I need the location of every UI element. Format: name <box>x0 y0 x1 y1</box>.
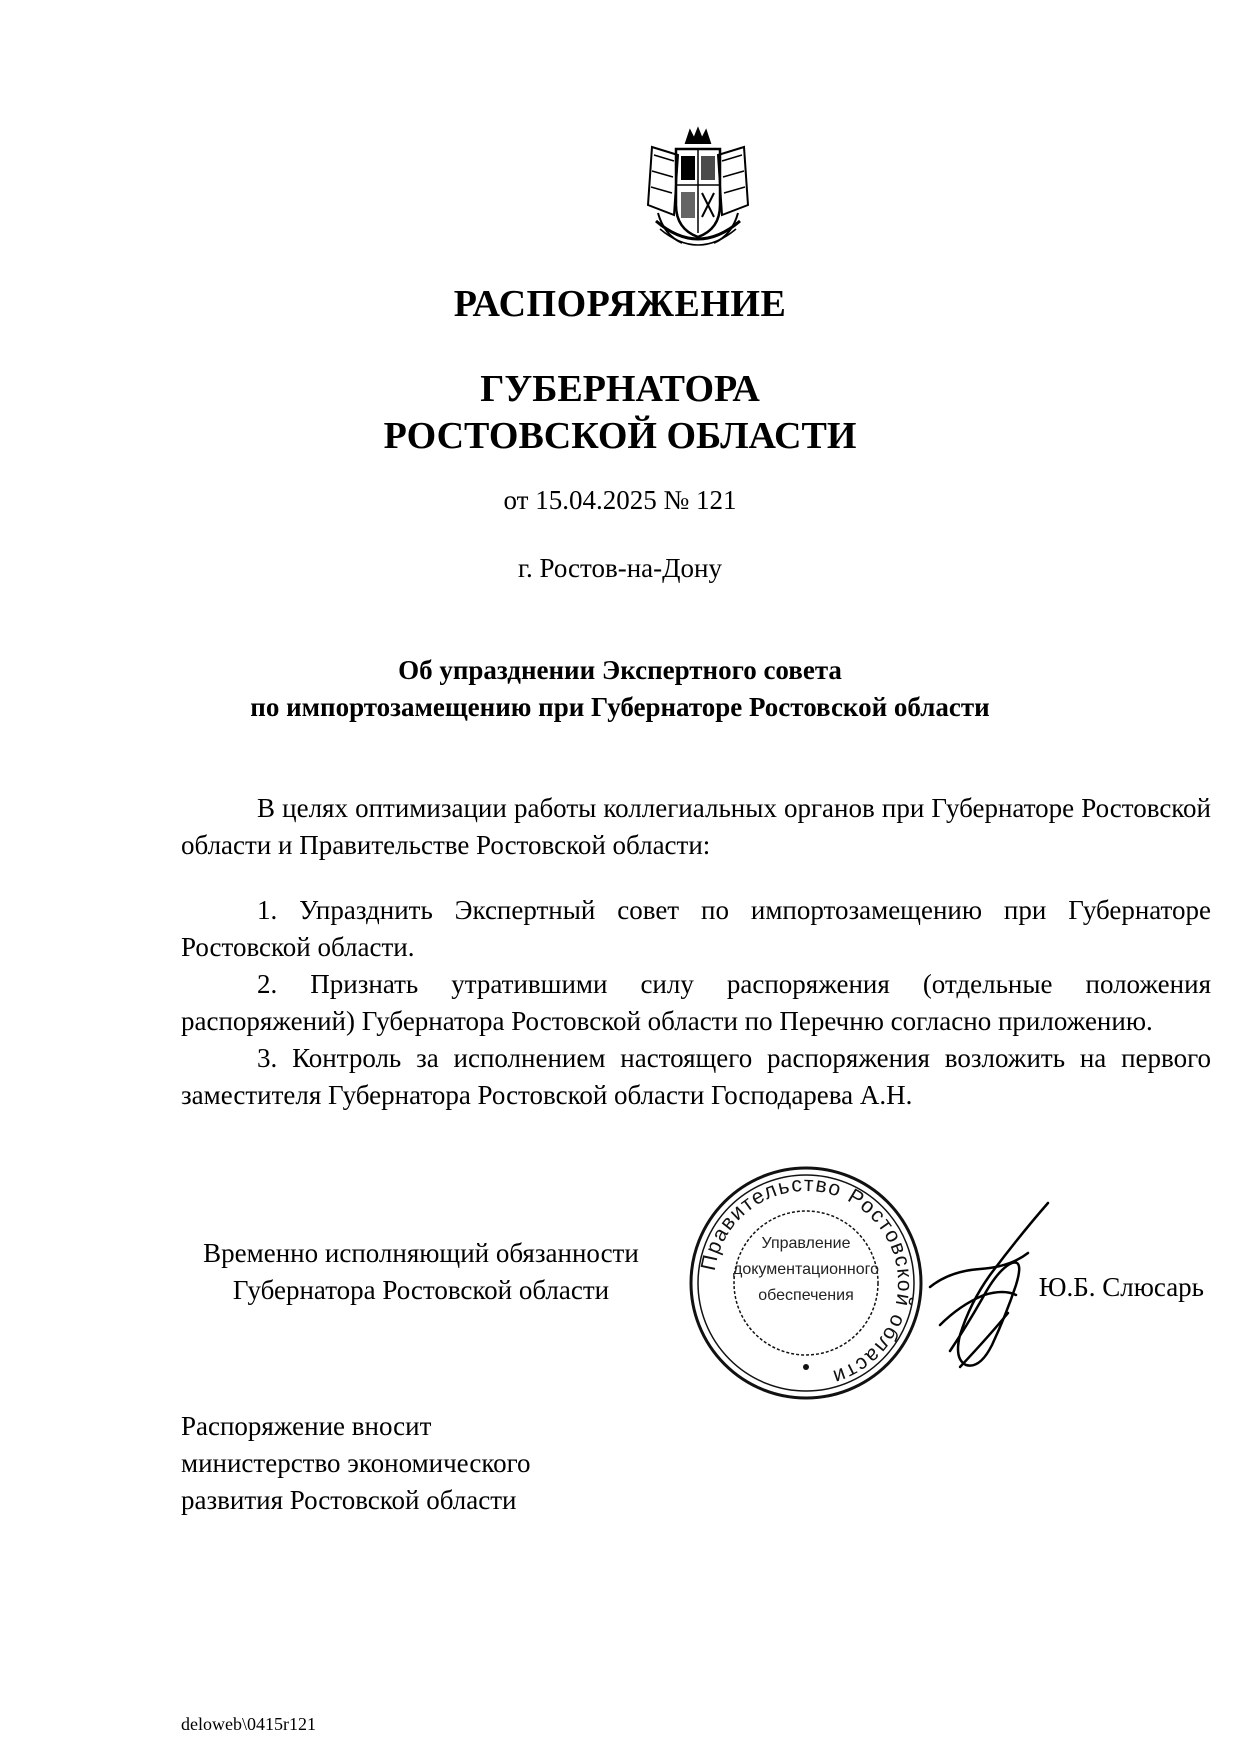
order-item-2: 2. Признать утратившими силу распоряжения (отдельные положения распоряжений) Губернатора Ростовской области по Перечню согласно приложению. <box>181 969 1211 1036</box>
order-item-3: 3. Контроль за исполнением настоящего распоряжения возложить на первого заместителя Губернатора Ростовской области Господарева А.Н. <box>181 1043 1211 1110</box>
submitted-by-line-1: Распоряжение вносит <box>181 1411 432 1441</box>
seal-inner-text <box>730 1231 882 1309</box>
submitted-by-line-3: развития Ростовской области <box>181 1485 517 1515</box>
order-items <box>181 892 1211 1114</box>
seal-inner-line-3: обеспечения <box>758 1287 854 1304</box>
document-subject <box>0 652 1240 726</box>
document-date-number: от 15.04.2025 № 121 <box>503 485 737 515</box>
coat-of-arms-icon <box>638 125 758 255</box>
seal-ring-text: Правительство Ростовской области <box>696 1172 917 1389</box>
seal-inner-line-2: документационного <box>733 1261 879 1278</box>
order-item-1: 1. Упразднить Экспертный совет по импортозамещению при Губернаторе Ростовской области. <box>181 895 1211 962</box>
issuing-authority <box>0 366 1240 460</box>
seal-inner-line-1: Управление <box>761 1235 851 1252</box>
file-code: deloweb\0415r121 <box>181 1714 316 1734</box>
subject-line-2: по импортозамещению при Губернаторе Ростовской области <box>250 692 990 722</box>
signatory-position <box>181 1235 661 1309</box>
submitted-by-line-2: министерство экономического <box>181 1448 531 1478</box>
document-city: г. Ростов-на-Дону <box>517 553 722 583</box>
intro-paragraph: В целях оптимизации работы коллегиальных органов при Губернаторе Ростовской области и Правительстве Ростовской области: <box>181 793 1211 860</box>
authority-line-2: РОСТОВСКОЙ ОБЛАСТИ <box>383 415 857 457</box>
signatory-name: Ю.Б. Слюсарь <box>1038 1272 1204 1302</box>
authority-line-1: ГУБЕРНАТОРА <box>480 368 760 410</box>
submitted-by-note <box>181 1408 530 1519</box>
signatory-position-line-1: Временно исполняющий обязанности <box>203 1238 639 1268</box>
subject-line-1: Об упразднении Экспертного совета <box>398 655 842 685</box>
document-type-title: РАСПОРЯЖЕНИЕ <box>453 283 787 325</box>
signatory-position-line-2: Губернатора Ростовской области <box>232 1275 610 1305</box>
